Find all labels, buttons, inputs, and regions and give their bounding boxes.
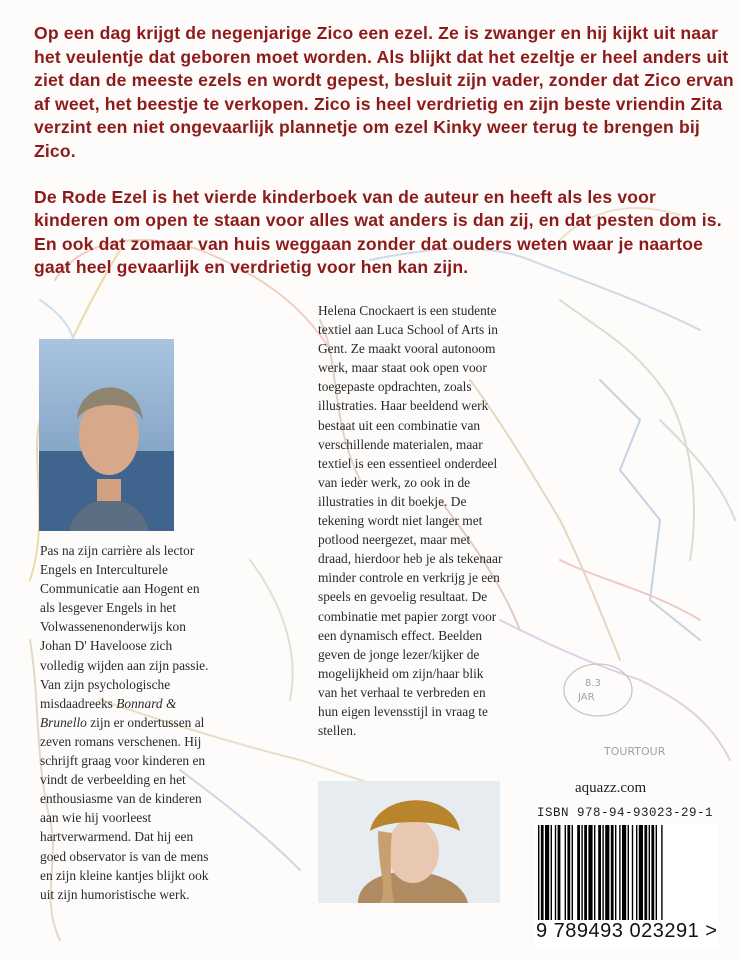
author-series-title: Bonnard & Brunello xyxy=(40,695,177,730)
barcode-bar xyxy=(649,825,650,921)
barcode-bar xyxy=(588,825,592,921)
barcode-bar xyxy=(558,825,561,921)
barcode-bar xyxy=(611,825,614,921)
barcode-bar xyxy=(636,825,637,921)
barcode-bar xyxy=(622,825,626,921)
barcode-bar xyxy=(565,825,566,921)
barcode-bar xyxy=(632,825,633,921)
barcode-bar xyxy=(594,825,595,921)
blurb-paragraph-2: De Rode Ezel is het vierde kinderboek van de auteur en heeft als les voor kinderen om open te staan voor alles wat anders is dan zij, en dat pesten dom is. En ook dat zomaar van huis weggaan zonder dat ouders weten waar je naartoe gaat heel gevaarlijk en verdrietig voor hen kan zijn. xyxy=(34,186,722,278)
barcode-digits: 9 789493 023291 > xyxy=(536,920,718,942)
barcode-bar xyxy=(615,825,616,921)
barcode-bar xyxy=(541,825,544,921)
publisher-website: aquazz.com xyxy=(575,780,647,796)
author-photo xyxy=(39,339,174,531)
barcode-bar xyxy=(581,825,582,921)
book-blurb xyxy=(34,22,734,280)
author-bio-text-end: zijn er ondertussen al zeven romans verschenen. Hij schrijft graag voor kinderen en vindt de verbeelding en het enthousiasme van de kinderen aan wie hij voorleest hartverwarmend. Dat hij een goed observator is van de mens en zijn kleine kantjes blijkt ook uit zijn humoristische werk. xyxy=(40,714,209,902)
barcode-bar xyxy=(598,825,601,921)
barcode-bar xyxy=(577,825,580,921)
barcode-bar xyxy=(551,825,552,921)
barcode-bar xyxy=(545,825,549,921)
barcode-bar xyxy=(572,825,573,921)
tourtour-text: TOURTOUR xyxy=(604,745,666,758)
blurb-paragraph-1: Op een dag krijgt de negenjarige Zico een ezel. Ze is zwanger en hij kijkt uit naar het veulentje dat geboren moet worden. Als blijkt dat het ezeltje er heel anders uit ziet dan de meeste ezels en wordt gepest, besluit zijn vader, zonder dat Zico ervan af weet, het beestje te verkopen. Zico is heel verdrietig en zijn beste vriendin Zita verzint een niet ongevaarlijk plannetje om ezel Kinky weer terug te brengen bij Zico. xyxy=(34,23,734,161)
tag-word-text: JAR xyxy=(578,692,595,703)
barcode-bar xyxy=(628,825,629,921)
illustrator-bio xyxy=(318,301,504,740)
barcode-bar xyxy=(602,825,603,921)
barcode-bar xyxy=(555,825,556,921)
barcode-bar xyxy=(567,825,570,921)
barcode-bar xyxy=(644,825,647,921)
isbn-label: ISBN 978-94-93023-29-1 xyxy=(537,806,714,820)
illustrator-bio-text: Helena Cnockaert is een studente textiel aan Luca School of Arts in Gent. Ze maakt vooral autonoom werk, maar staat ook open voor toegepaste opdrachten, zoals illustraties. Haar beeldend werk bestaat uit een combinatie van verschillende materialen, maar textiel is een essentieel onderdeel van ieder werk, zo ook in de illustraties in dit boekje. De tekening wordt niet langer met potlood neergezet, maar met draad, hierdoor heb je als tekenaar minder controle en verkrijg je een speels en gevoelig resultaat. De combinatie met papier zorgt voor een dynamisch effect. Beelden geven de jonge lezer/kijker de mogelijkheid om zijn/haar blik van het verhaal te verbreden en hun eigen levensstijl in vraag te stellen. xyxy=(318,303,503,739)
tag-number-text: 8.3 xyxy=(585,678,601,689)
barcode-bar xyxy=(651,825,654,921)
barcode-bar xyxy=(661,825,662,921)
barcode-bar xyxy=(656,825,657,921)
barcode-bar xyxy=(538,825,539,921)
barcode-bar xyxy=(639,825,643,921)
barcode-bar xyxy=(584,825,587,921)
illustrator-photo xyxy=(318,781,500,903)
barcode-bar xyxy=(605,825,609,921)
barcode-bar xyxy=(619,825,620,921)
author-bio-text-start: Pas na zijn carrière als lector Engels en Interculturele Communicatie aan Hogent en als lesgever Engels in het Volwassenenonderwijs kon Johan D' Haveloose zich volledig wijden aan zijn passie. Van zijn psychologische misdaadreeks xyxy=(40,543,209,711)
author-bio xyxy=(40,541,212,904)
